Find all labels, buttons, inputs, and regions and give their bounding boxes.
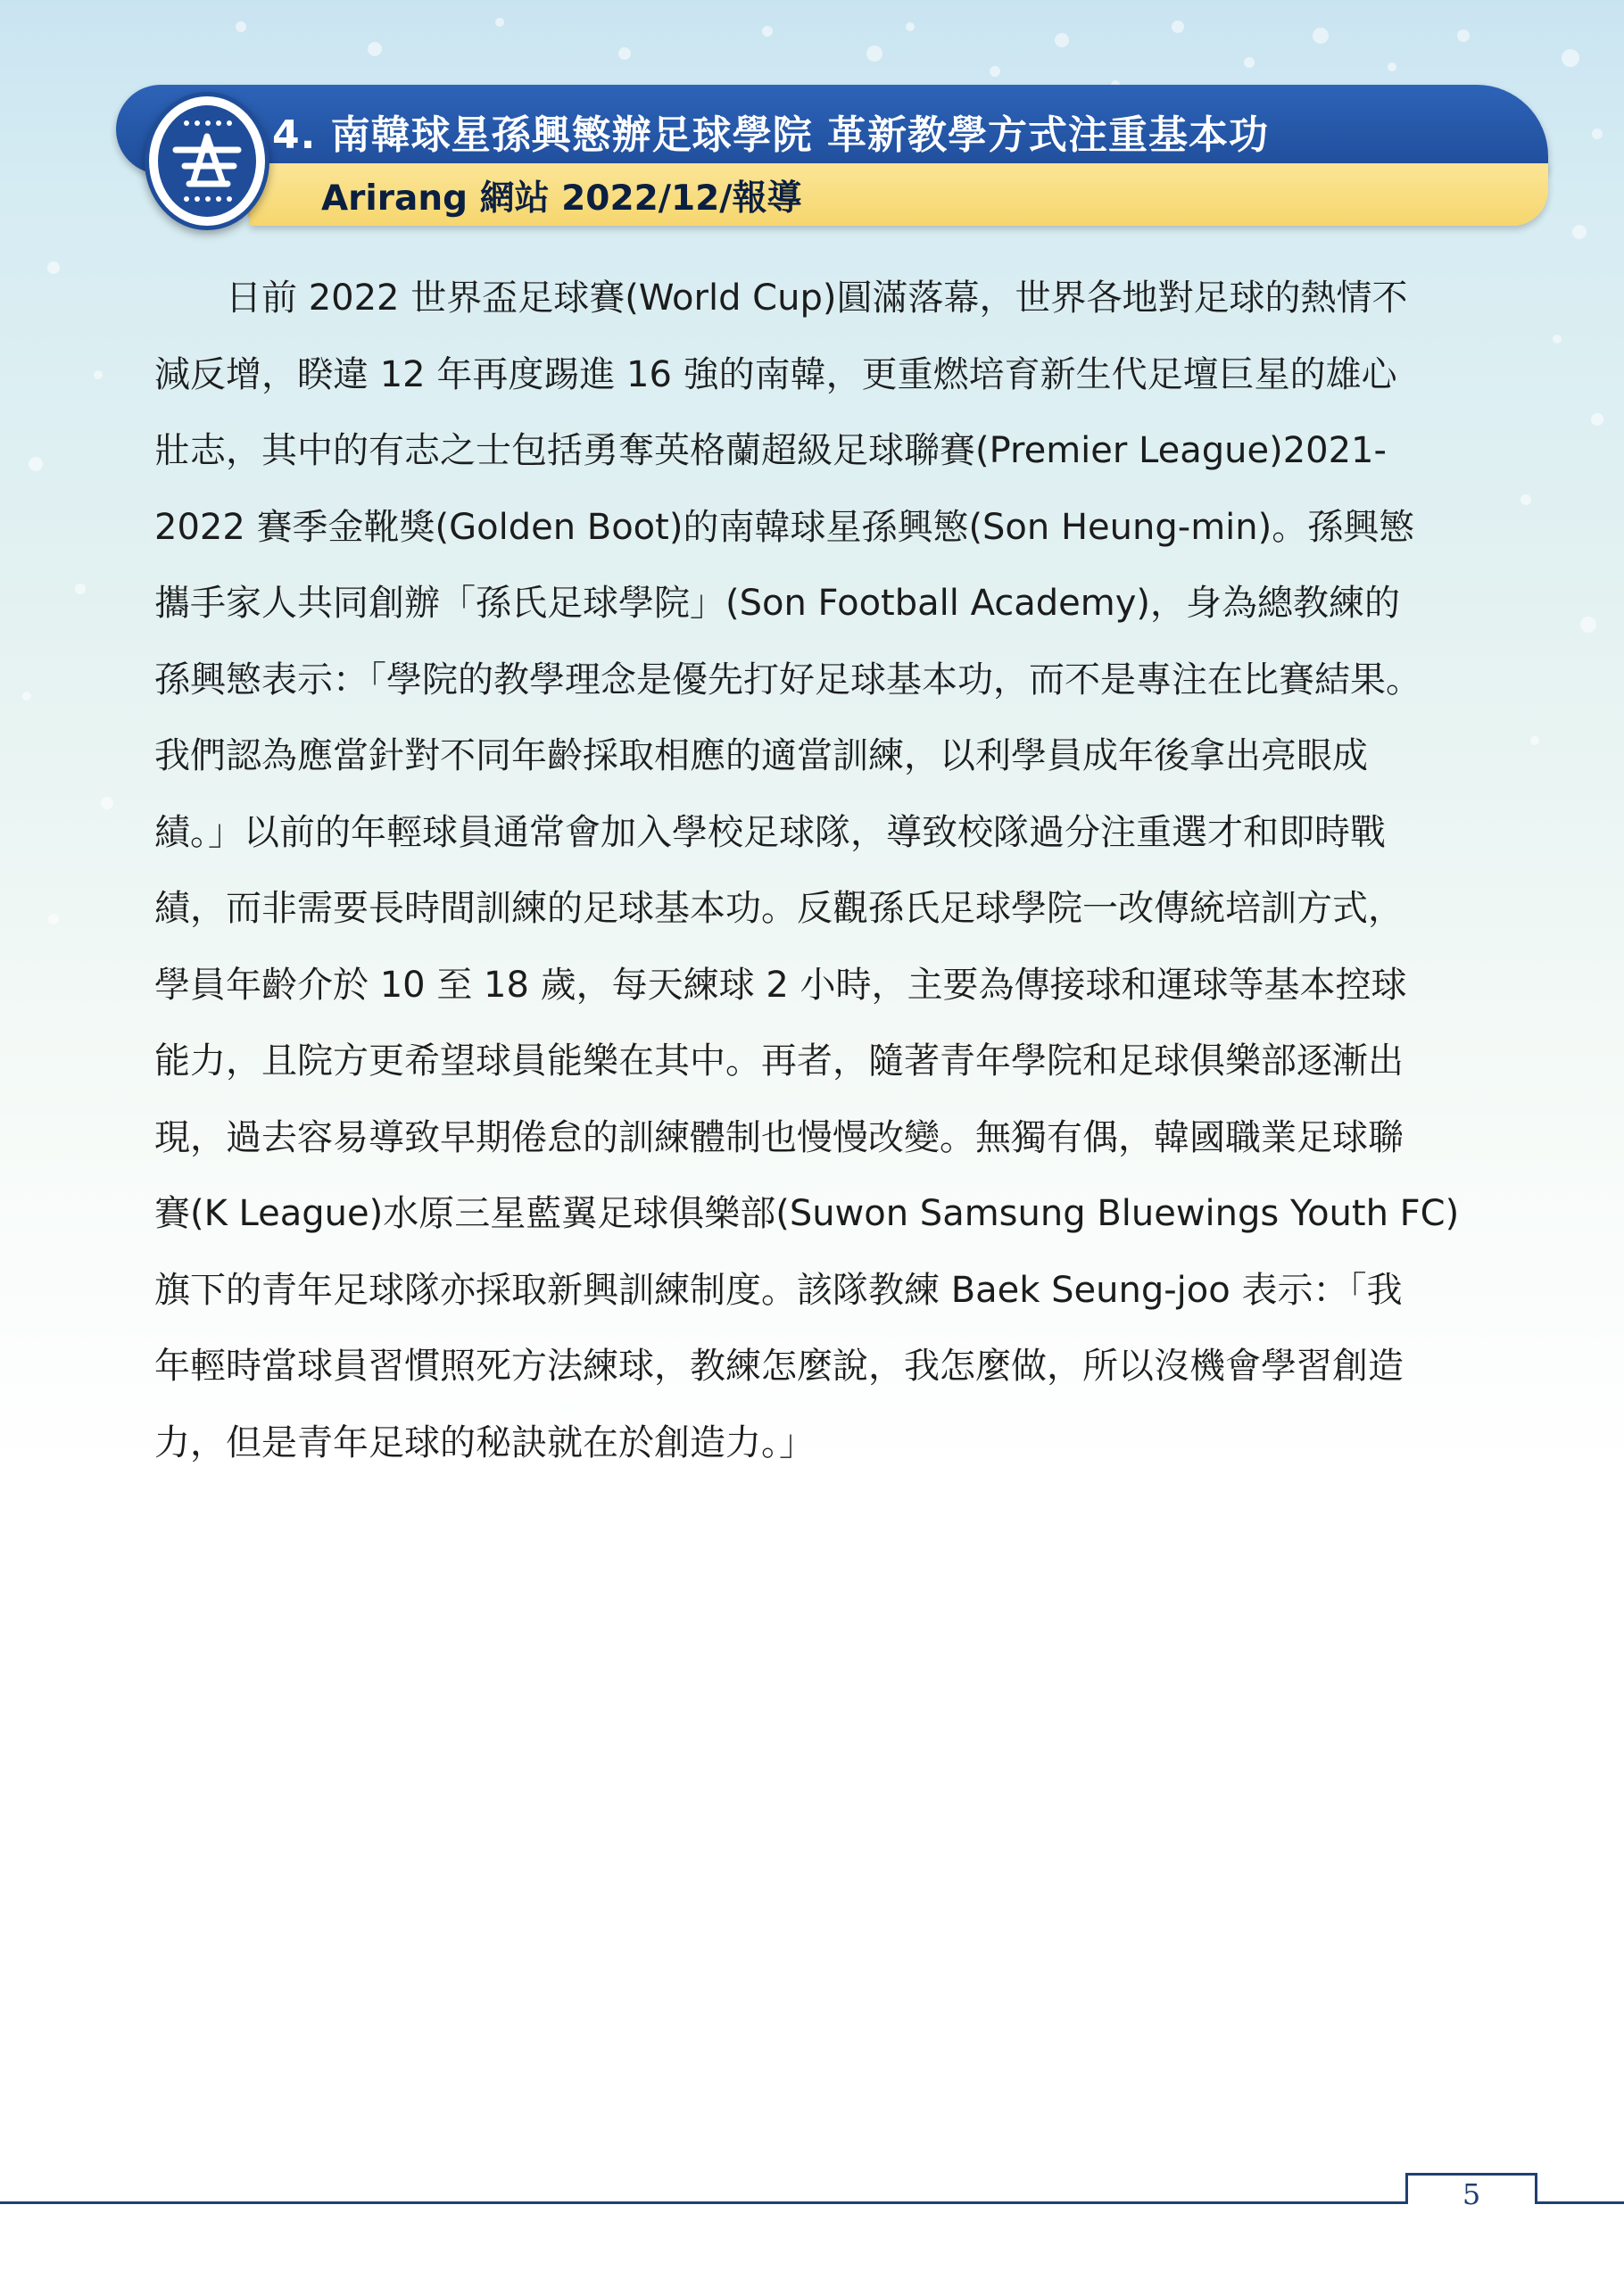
article-line: 績。」以前的年輕球員通常會加入學校足球隊，導致校隊過分注重選才和即時戰 [154, 811, 1386, 853]
article-line: 我們認為應當針對不同年齡採取相應的適當訓練，以利學員成年後拿出亮眼成 [154, 735, 1368, 776]
article-line: 孫興慜表示：「學院的教學理念是優先打好足球基本功，而不是專注在比賽結果。 [154, 659, 1421, 700]
footer-rule [0, 2201, 1407, 2204]
article-line: 能力，且院方更希望球員能樂在其中。再者，隨著青年學院和足球俱樂部逐漸出 [154, 1040, 1404, 1082]
article-line: 旗下的青年足球隊亦採取新興訓練制度。該隊教練 Baek Seung-joo 表示：「我 [154, 1269, 1403, 1311]
article-line: 2022 賽季金靴獎(Golden Boot)的南韓球星孫興慜(Son Heung-min)。孫興慜 [154, 506, 1415, 548]
emblem [145, 92, 269, 230]
star-emblem-icon [149, 96, 265, 226]
article-line: 攜手家人共同創辦「孫氏足球學院」(Son Football Academy)，身為總教練的 [154, 583, 1400, 624]
article-line: 現，過去容易導致早期倦怠的訓練體制也慢慢改變。無獨有偶，韓國職業足球聯 [154, 1116, 1404, 1158]
article-line: 力，但是青年足球的秘訣就在於創造力。」 [154, 1422, 815, 1463]
article-line: 日前 2022 世界盃足球賽(World Cup)圓滿落幕，世界各地對足球的熱情不 [226, 278, 1408, 319]
article-source: Arirang 網站 2022/12/報導 [321, 178, 802, 219]
article-header [116, 85, 1548, 226]
article-line: 學員年齡介於 10 至 18 歲，每天練球 2 小時，主要為傳接球和運球等基本控球 [154, 964, 1407, 1006]
article-line: 績，而非需要長時間訓練的足球基本功。反觀孫氏足球學院一改傳統培訓方式， [154, 888, 1404, 929]
article-title: 4. 南韓球星孫興慜辦足球學院 革新教學方式注重基本功 [272, 112, 1269, 158]
page-number: 5 [1462, 2177, 1481, 2211]
article-line: 年輕時當球員習慣照死方法練球，教練怎麼說，我怎麼做，所以沒機會學習創造 [154, 1346, 1404, 1387]
article-line: 減反增，睽違 12 年再度踢進 16 強的南韓，更重燃培育新生代足壇巨星的雄心 [154, 353, 1397, 395]
article-line: 壯志，其中的有志之士包括勇奪英格蘭超級足球聯賽(Premier League)2021- [154, 430, 1387, 471]
footer-rule-right [1535, 2201, 1624, 2204]
article-line: 賽(K League)水原三星藍翼足球俱樂部(Suwon Samsung Bluewings Youth FC) [154, 1193, 1460, 1234]
article-body [154, 261, 1475, 1481]
